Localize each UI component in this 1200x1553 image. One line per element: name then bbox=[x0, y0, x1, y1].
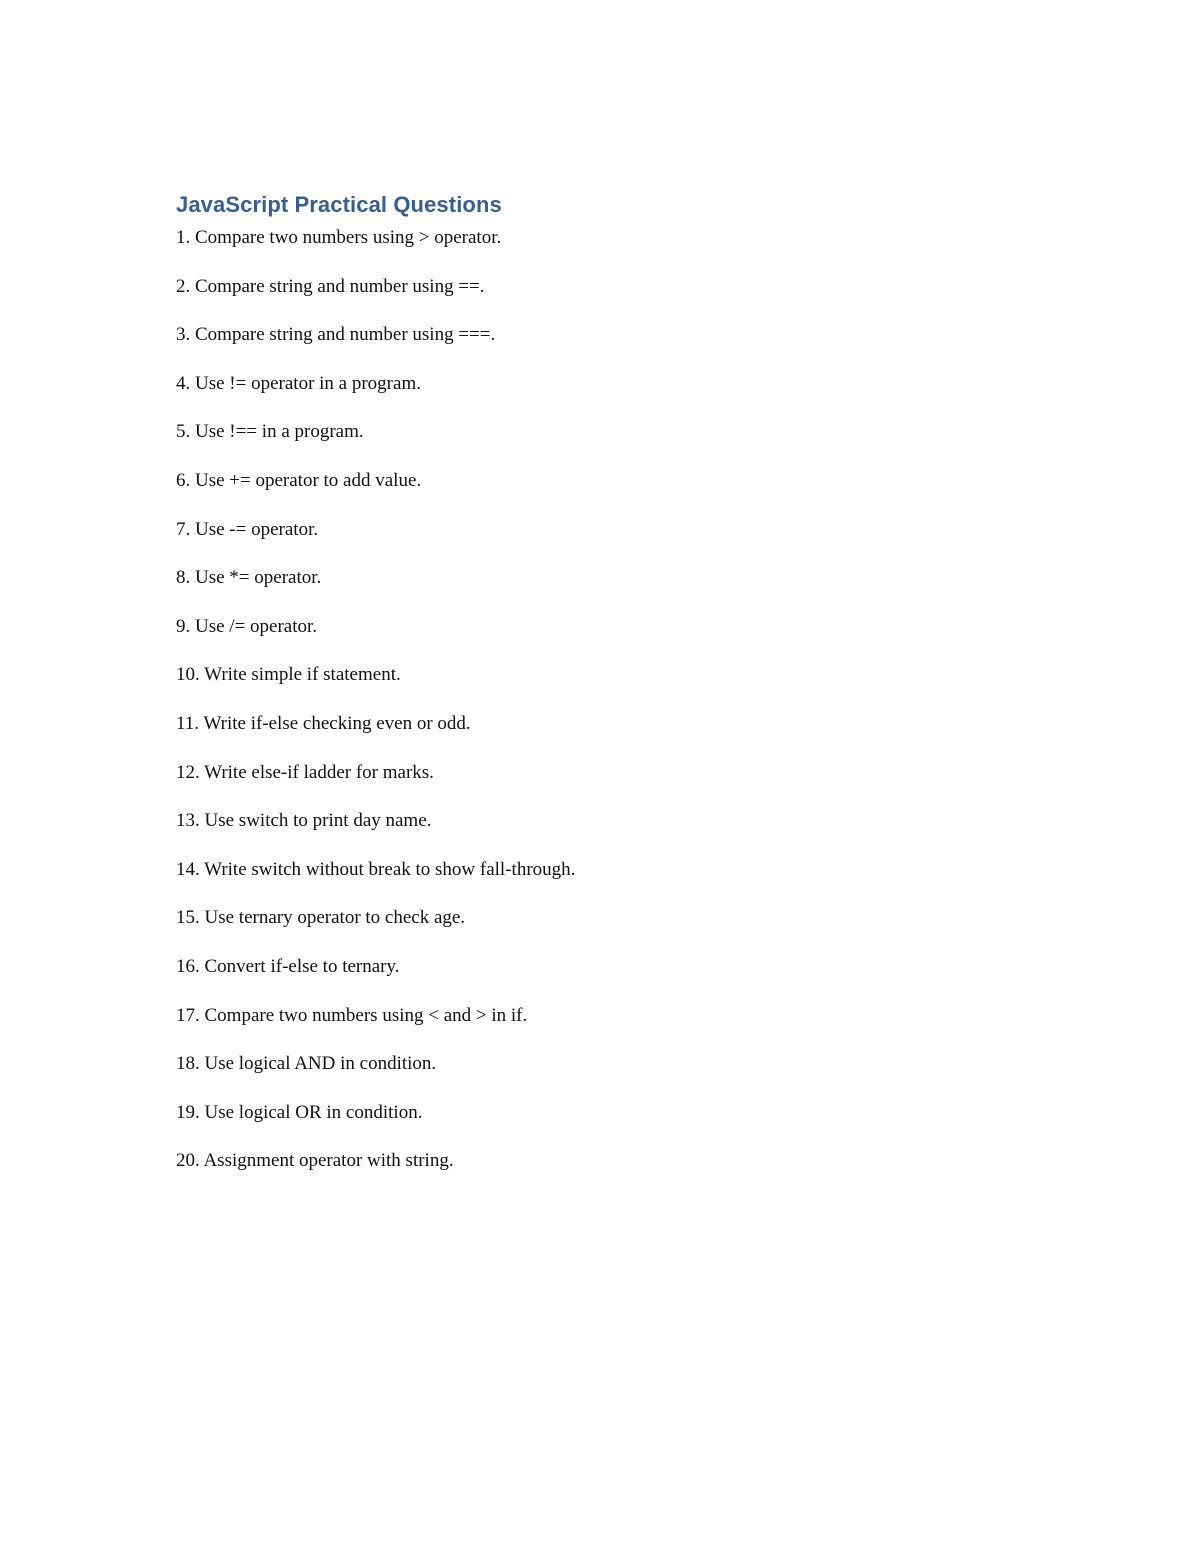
question-item: 8. Use *= operator. bbox=[176, 567, 322, 589]
document-title: JavaScript Practical Questions bbox=[176, 192, 502, 217]
question-item: 12. Write else-if ladder for marks. bbox=[176, 761, 434, 783]
question-item: 11. Write if-else checking even or odd. bbox=[176, 712, 471, 734]
question-item: 7. Use -= operator. bbox=[176, 518, 319, 540]
question-item: 15. Use ternary operator to check age. bbox=[176, 907, 466, 929]
question-item: 3. Compare string and number using ===. bbox=[176, 324, 496, 346]
question-item: 14. Write switch without break to show fall-through. bbox=[176, 858, 576, 880]
question-item: 13. Use switch to print day name. bbox=[176, 810, 432, 832]
question-item: 18. Use logical AND in condition. bbox=[176, 1053, 437, 1075]
question-item: 19. Use logical OR in condition. bbox=[176, 1101, 423, 1123]
question-item: 17. Compare two numbers using < and > in if. bbox=[176, 1004, 528, 1026]
question-item: 6. Use += operator to add value. bbox=[176, 469, 422, 491]
question-item: 2. Compare string and number using ==. bbox=[176, 275, 485, 297]
question-item: 9. Use /= operator. bbox=[176, 615, 318, 637]
question-item: 20. Assignment operator with string. bbox=[176, 1150, 454, 1172]
question-item: 4. Use != operator in a program. bbox=[176, 372, 421, 394]
document-body bbox=[176, 190, 1076, 1198]
question-item: 5. Use !== in a program. bbox=[176, 421, 364, 443]
question-item: 10. Write simple if statement. bbox=[176, 664, 401, 686]
question-list bbox=[176, 226, 1076, 1173]
question-item: 16. Convert if-else to ternary. bbox=[176, 955, 400, 977]
question-item: 1. Compare two numbers using > operator. bbox=[176, 227, 502, 248]
